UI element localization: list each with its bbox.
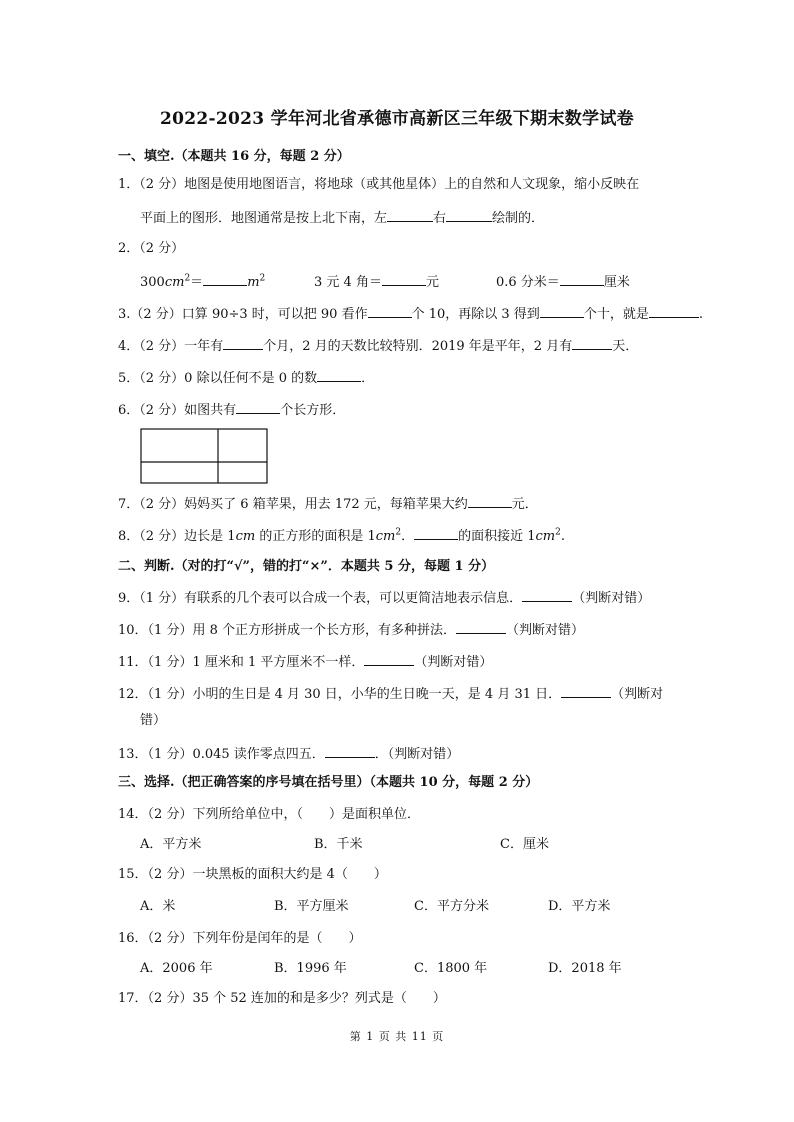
question-2-part-2 xyxy=(314,272,439,292)
question-8 xyxy=(118,526,565,546)
q16-option-d[interactable]: D．2018 年 xyxy=(548,961,622,976)
q2-part3-text: 0.6 分米＝ xyxy=(496,275,560,290)
answer-blank[interactable] xyxy=(561,684,611,698)
question-1-text-a: 平面上的图形．地图通常是按上北下南，左 xyxy=(140,211,388,226)
q8-text-a: 8．（2 分）边长是 1 xyxy=(118,529,236,544)
q13-text-a: 13．（1 分）0.045 读作零点四五． xyxy=(118,747,325,762)
question-6 xyxy=(118,400,345,420)
q15-option-d[interactable]: D．平方米 xyxy=(548,899,611,914)
question-1-line-1: 1．（2 分）地图是使用地图语言，将地球（或其他星体）上的自然和人文现象，缩小反映在 xyxy=(118,177,640,192)
answer-blank[interactable] xyxy=(364,652,414,666)
question-17-stem: 17．（2 分）35 个 52 连加的和是多少？列式是（ ） xyxy=(118,991,446,1006)
question-2-conversions xyxy=(140,272,265,292)
q2-unit2: m xyxy=(247,275,260,290)
answer-blank[interactable] xyxy=(203,272,247,286)
q2-sup2: 2 xyxy=(259,273,266,284)
question-9 xyxy=(118,588,650,608)
q2-part3-unit: 厘米 xyxy=(603,275,630,290)
q3-text-d: . xyxy=(698,307,703,322)
q8-text-b: 的正方形的面积是 1 xyxy=(255,529,376,544)
q14-option-a[interactable]: A．平方米 xyxy=(140,837,202,852)
answer-blank[interactable] xyxy=(236,400,280,414)
q15-option-b[interactable]: B．平方厘米 xyxy=(274,899,349,914)
q2-part2-unit: 元 xyxy=(425,275,439,290)
question-3 xyxy=(118,304,703,324)
q16-option-a[interactable]: A．2006 年 xyxy=(140,961,213,976)
rectangle-grid-figure xyxy=(140,428,270,484)
q4-text-b: 个月，2 月的天数比较特别．2019 年是平年，2 月有 xyxy=(263,339,573,354)
q9-text-b: （判断对错） xyxy=(572,591,651,606)
question-14-stem: 14．（2 分）下列所给单位中，（ ）是面积单位． xyxy=(118,807,420,822)
question-7 xyxy=(118,494,538,514)
question-2-head: 2．（2 分） xyxy=(118,241,185,256)
q3-text-b: 个 10，再除以 3 得到 xyxy=(411,307,540,322)
question-4 xyxy=(118,336,638,356)
answer-blank[interactable] xyxy=(649,304,699,318)
answer-blank[interactable] xyxy=(560,272,604,286)
q16-option-c[interactable]: C．1800 年 xyxy=(414,961,488,976)
q8-text-g: . xyxy=(560,529,565,544)
q8-unit: cm xyxy=(235,529,256,544)
q5-text-a: 5．（2 分）0 除以任何不是 0 的数 xyxy=(118,371,318,386)
answer-blank[interactable] xyxy=(540,304,584,318)
q2-unit: cm xyxy=(164,275,185,290)
question-5 xyxy=(118,368,374,388)
answer-blank[interactable] xyxy=(325,744,375,758)
q7-text-a: 7．（2 分）妈妈买了 6 箱苹果，用去 172 元，每箱苹果大约 xyxy=(118,497,468,512)
q6-text-a: 6．（2 分）如图共有 xyxy=(118,403,237,418)
answer-blank[interactable] xyxy=(382,272,426,286)
q8-unit-2: cm xyxy=(375,529,396,544)
figure-outer-rect xyxy=(141,429,267,483)
q8-sup: 2 xyxy=(395,527,402,538)
answer-blank[interactable] xyxy=(446,208,492,222)
q14-option-b[interactable]: B．千米 xyxy=(314,837,363,852)
q15-option-c[interactable]: C．平方分米 xyxy=(414,899,489,914)
question-16-stem: 16．（2 分）下列年份是闰年的是（ ） xyxy=(118,931,362,946)
q8-text-d: ． xyxy=(401,529,415,544)
q16-option-b[interactable]: B．1996 年 xyxy=(274,961,347,976)
q10-text-b: （判断对错） xyxy=(505,623,584,638)
question-12 xyxy=(118,684,663,704)
question-1-text-c: 绘制的． xyxy=(492,211,545,226)
question-11 xyxy=(118,652,492,672)
answer-blank[interactable] xyxy=(522,588,572,602)
q5-text-b: ． xyxy=(361,371,375,386)
q2-value: 300 xyxy=(140,275,165,290)
section-heading-multiple-choice: 三、选择.（把正确答案的序号填在括号里）（本题共 10 分，每题 2 分） xyxy=(118,775,539,790)
page-number-footer: 第 1 页 共 11 页 xyxy=(349,1030,445,1043)
q3-text-a: 3.（2 分）口算 90÷3 时，可以把 90 看作 xyxy=(118,307,368,322)
q9-text-a: 9．（1 分）有联系的几个表可以合成一个表，可以更简洁地表示信息． xyxy=(118,591,523,606)
q15-option-a[interactable]: A．米 xyxy=(140,899,176,914)
question-2-part-3 xyxy=(496,272,630,292)
q14-option-c[interactable]: C．厘米 xyxy=(500,837,549,852)
q2-eq: ＝ xyxy=(190,275,204,290)
q12-text-a: 12．（1 分）小明的生日是 4 月 30 日，小华的生日晚一天，是 4 月 31 日． xyxy=(118,687,562,702)
q4-text-a: 4．（2 分）一年有 xyxy=(118,339,224,354)
q12-text-b: （判断对 xyxy=(611,687,664,702)
q6-text-b: 个长方形． xyxy=(280,403,346,418)
answer-blank[interactable] xyxy=(223,336,263,350)
q7-text-b: 元． xyxy=(511,497,538,512)
question-12-line-2: 错） xyxy=(140,713,167,728)
q8-unit-3: cm xyxy=(535,529,556,544)
answer-blank[interactable] xyxy=(368,304,412,318)
answer-blank[interactable] xyxy=(572,336,612,350)
answer-blank[interactable] xyxy=(414,526,458,540)
answer-blank[interactable] xyxy=(387,208,433,222)
q4-text-c: 天． xyxy=(612,339,639,354)
answer-blank[interactable] xyxy=(456,620,506,634)
q11-text-b: （判断对错） xyxy=(414,655,493,670)
q13-text-b: ．（判断对错） xyxy=(374,747,460,762)
question-13 xyxy=(118,744,459,764)
question-10 xyxy=(118,620,584,640)
question-1-text-b: 右 xyxy=(433,211,447,226)
q10-text-a: 10．（1 分）用 8 个正方形拼成一个长方形，有多种拼法． xyxy=(118,623,456,638)
q11-text-a: 11．（1 分）1 厘米和 1 平方厘米不一样． xyxy=(118,655,365,670)
section-heading-fill-in: 一、填空.（本题共 16 分，每题 2 分） xyxy=(118,149,350,164)
q8-text-e: 的面积接近 1 xyxy=(458,529,536,544)
q2-part2-text: 3 元 4 角＝ xyxy=(314,275,382,290)
question-1-line-2 xyxy=(140,208,544,228)
answer-blank[interactable] xyxy=(317,368,361,382)
q2-sup: 2 xyxy=(184,273,191,284)
question-15-stem: 15．（2 分）一块黑板的面积大约是 4（ ） xyxy=(118,867,387,882)
q3-text-c: 个十，就是 xyxy=(583,307,649,322)
q8-sup-2: 2 xyxy=(555,527,561,538)
section-heading-true-false: 二、判断.（对的打“√”，错的打“×”．本题共 5 分，每题 1 分） xyxy=(118,559,495,574)
exam-title: 2022-2023 学年河北省承德市高新区三年级下期末数学试卷 xyxy=(160,109,634,129)
answer-blank[interactable] xyxy=(468,494,512,508)
